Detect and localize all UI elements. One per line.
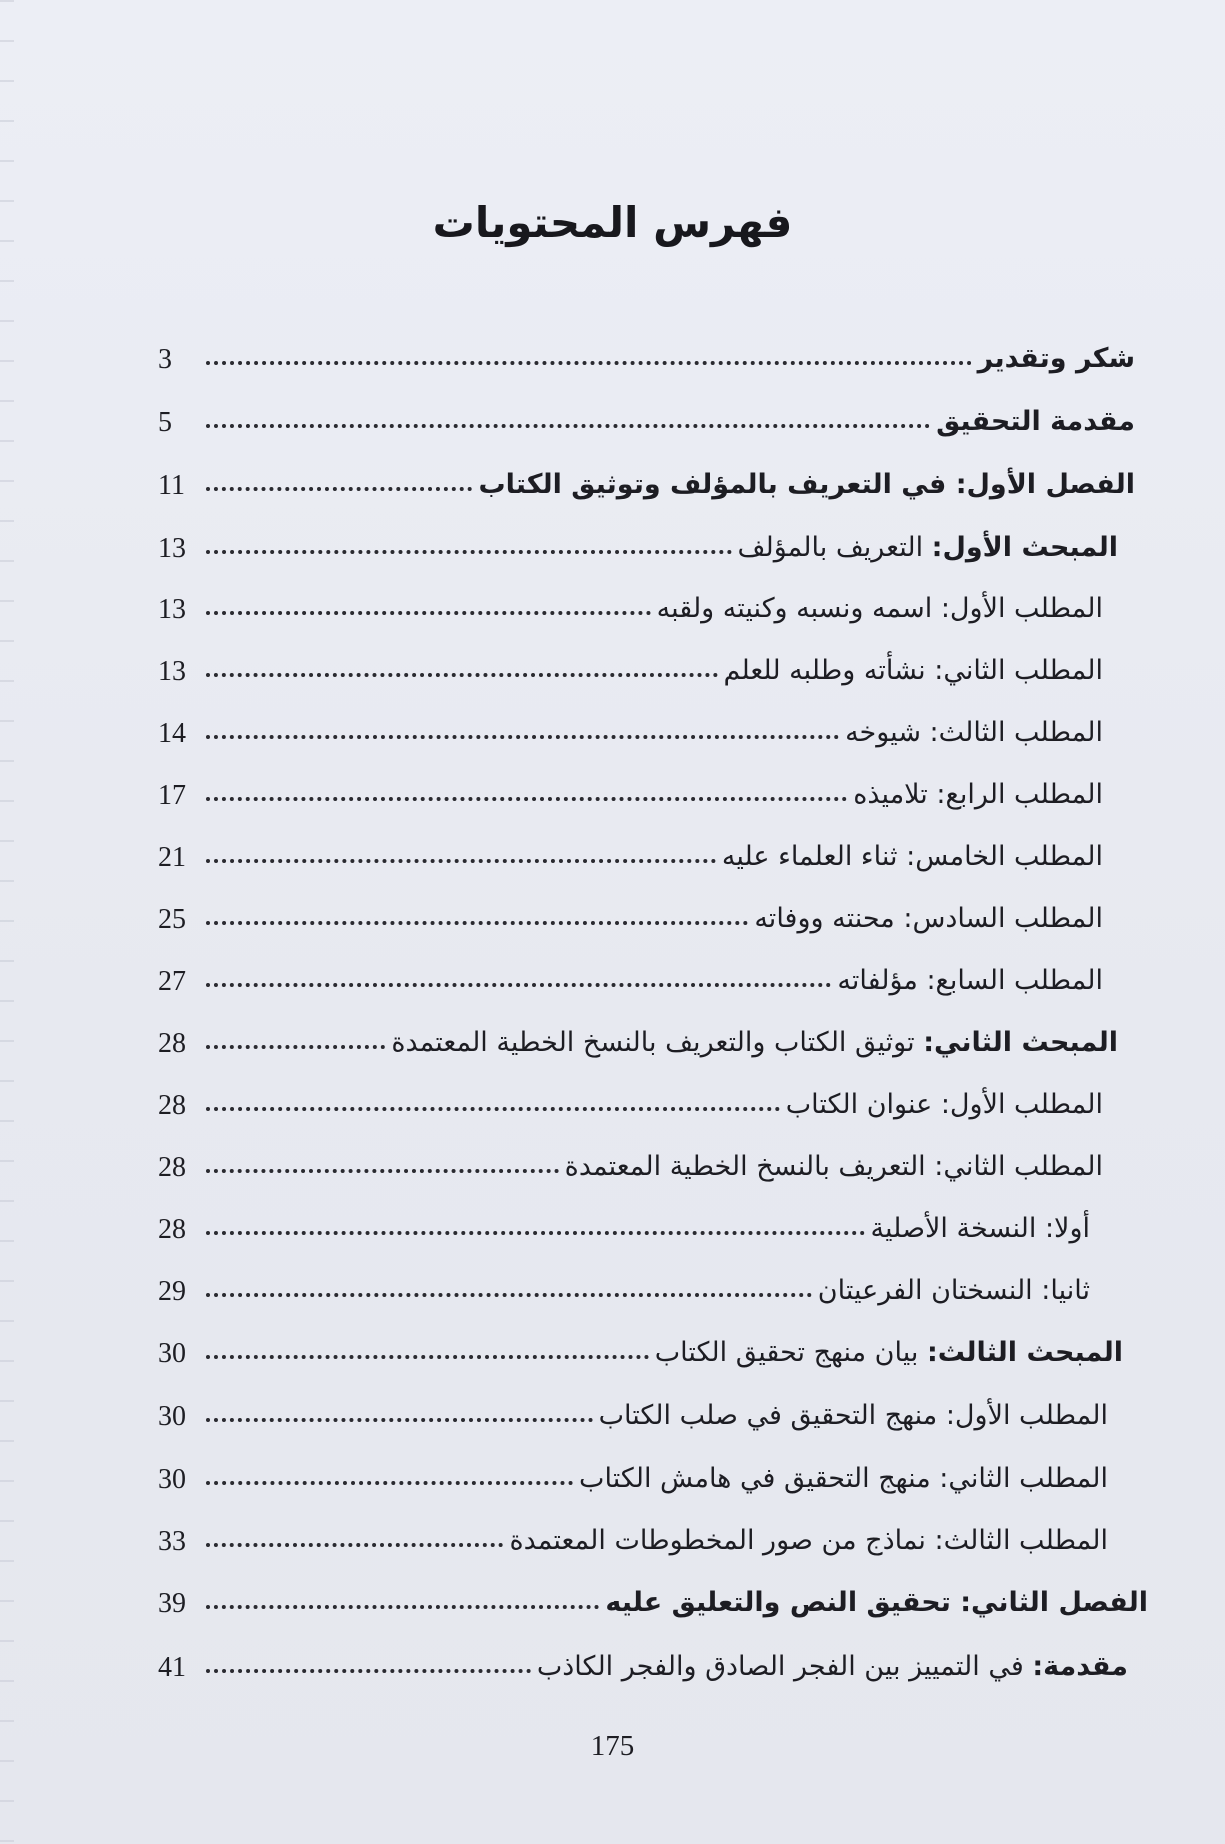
leader-dots: [206, 424, 930, 428]
toc-entry-page: 30: [158, 1464, 186, 1495]
toc-entry[interactable]: [158, 517, 1118, 563]
toc-entry-page: 3: [158, 344, 172, 375]
toc-entry-text: المطلب الأول: منهج التحقيق في صلب الكتاب: [598, 1400, 1108, 1431]
toc-entry-text: المطلب الأول: اسمه ونسبه وكنيته ولقبه: [656, 593, 1103, 624]
toc-entry[interactable]: [158, 1572, 1148, 1618]
leader-dots: [206, 1293, 812, 1297]
toc-entry-text: المطلب الثاني: منهج التحقيق في هامش الكتاب: [579, 1463, 1108, 1494]
toc-entry[interactable]: [158, 1322, 1123, 1368]
toc-entry-page: 17: [158, 780, 186, 811]
toc-entry-heading: المبحث الأول:: [931, 532, 1118, 563]
toc-entry-page: 13: [158, 533, 186, 564]
leader-dots: [206, 1543, 503, 1547]
leader-dots: [206, 487, 472, 491]
toc-entry-page: 14: [158, 718, 186, 749]
toc-entry[interactable]: [158, 1012, 1118, 1058]
leader-dots: [206, 1669, 531, 1673]
toc-entry-page: 41: [158, 1652, 186, 1683]
leader-dots: [206, 859, 716, 863]
toc-entry-page: 11: [158, 470, 185, 501]
toc-entry[interactable]: [158, 1136, 1103, 1182]
leader-dots: [206, 983, 831, 987]
leader-dots: [206, 1107, 780, 1111]
toc-entry-page: 21: [158, 842, 186, 873]
toc-entry-page: 28: [158, 1152, 186, 1183]
toc-entry-page: 30: [158, 1401, 186, 1432]
toc-entry-text: المطلب الثالث: شيوخه: [845, 717, 1103, 748]
leader-dots: [206, 611, 651, 615]
toc-entry-text: المطلب السابع: مؤلفاته: [837, 965, 1103, 996]
toc-entry-text: المطلب الأول: عنوان الكتاب: [785, 1089, 1103, 1120]
toc-entry-text: المطلب الرابع: تلاميذه: [853, 779, 1103, 810]
toc-entry-heading: الفصل الأول: في التعريف بالمؤلف وتوثيق الكتاب: [478, 469, 1135, 500]
leader-dots: [206, 735, 839, 739]
leader-dots: [206, 1355, 649, 1359]
toc-entry-text: المطلب الخامس: ثناء العلماء عليه: [721, 841, 1103, 872]
leader-dots: [206, 1418, 593, 1422]
toc-entry[interactable]: [158, 764, 1103, 810]
toc-entry-page: 25: [158, 904, 186, 935]
leader-dots: [206, 1231, 865, 1235]
toc-entry[interactable]: [158, 640, 1103, 686]
toc-entry[interactable]: [158, 454, 1135, 500]
toc-entry[interactable]: [158, 1260, 1090, 1306]
toc-entry-page: 28: [158, 1028, 186, 1059]
page-number: 175: [590, 1730, 635, 1762]
toc-entry-page: 13: [158, 594, 186, 625]
leader-dots: [206, 1045, 385, 1049]
page-title: فهرس المحتويات: [432, 198, 793, 247]
toc-entry-text: المطلب الثاني: التعريف بالنسخ الخطية المعتمدة: [564, 1151, 1103, 1182]
toc-entry[interactable]: [158, 702, 1103, 748]
toc-entry[interactable]: [158, 1636, 1128, 1682]
leader-dots: [206, 1605, 599, 1609]
toc-entry-heading: شكر وتقدير: [977, 343, 1135, 374]
toc-entry[interactable]: [158, 578, 1103, 624]
toc-entry[interactable]: [158, 328, 1135, 374]
toc-entry-page: 13: [158, 656, 186, 687]
toc-entry-page: 28: [158, 1214, 186, 1245]
toc-entry-heading: الفصل الثاني: تحقيق النص والتعليق عليه: [605, 1587, 1148, 1618]
toc-entry-heading: المبحث الثاني:: [923, 1027, 1118, 1058]
toc-entry-page: 27: [158, 966, 186, 997]
toc-entry[interactable]: [158, 950, 1103, 996]
toc-entry-text: المطلب الثاني: نشأته وطلبه للعلم: [723, 655, 1103, 686]
leader-dots: [206, 673, 718, 677]
toc-entry-text: بيان منهج تحقيق الكتاب: [654, 1337, 927, 1368]
toc-entry-page: 5: [158, 407, 172, 438]
toc-entry-heading: مقدمة التحقيق: [936, 406, 1135, 437]
toc-entry[interactable]: [158, 1510, 1108, 1556]
toc-entry-text: ثانيا: النسختان الفرعيتان: [817, 1275, 1090, 1306]
toc-entry-heading: مقدمة:: [1032, 1651, 1128, 1682]
toc-entry[interactable]: [158, 1448, 1108, 1494]
leader-dots: [206, 361, 972, 365]
toc-entry-text: في التمييز بين الفجر الصادق والفجر الكاذب: [536, 1651, 1033, 1682]
toc-entry[interactable]: [158, 1198, 1090, 1244]
leader-dots: [206, 921, 748, 925]
toc-entry[interactable]: [158, 888, 1103, 934]
toc-entry-text: المطلب السادس: محنته ووفاته: [754, 903, 1103, 934]
toc-entry[interactable]: [158, 1385, 1108, 1431]
toc-entry-text: المطلب الثالث: نماذج من صور المخطوطات المعتمدة: [509, 1525, 1108, 1556]
leader-dots: [206, 1169, 559, 1173]
toc-entry[interactable]: [158, 1074, 1103, 1120]
toc-entry-page: 29: [158, 1276, 186, 1307]
toc-entry-page: 39: [158, 1588, 186, 1619]
leader-dots: [206, 1481, 573, 1485]
toc-entry-text: أولا: النسخة الأصلية: [870, 1213, 1090, 1244]
toc-entry[interactable]: [158, 391, 1135, 437]
toc-entry-page: 33: [158, 1526, 186, 1557]
toc-entry[interactable]: [158, 826, 1103, 872]
toc-entry-heading: المبحث الثالث:: [926, 1337, 1123, 1368]
toc-entry-page: 28: [158, 1090, 186, 1121]
leader-dots: [206, 797, 847, 801]
toc-entry-text: التعريف بالمؤلف: [737, 532, 932, 563]
leader-dots: [206, 550, 732, 554]
toc-entry-page: 30: [158, 1338, 186, 1369]
toc-entry-text: توثيق الكتاب والتعريف بالنسخ الخطية المعتمدة: [391, 1027, 924, 1058]
